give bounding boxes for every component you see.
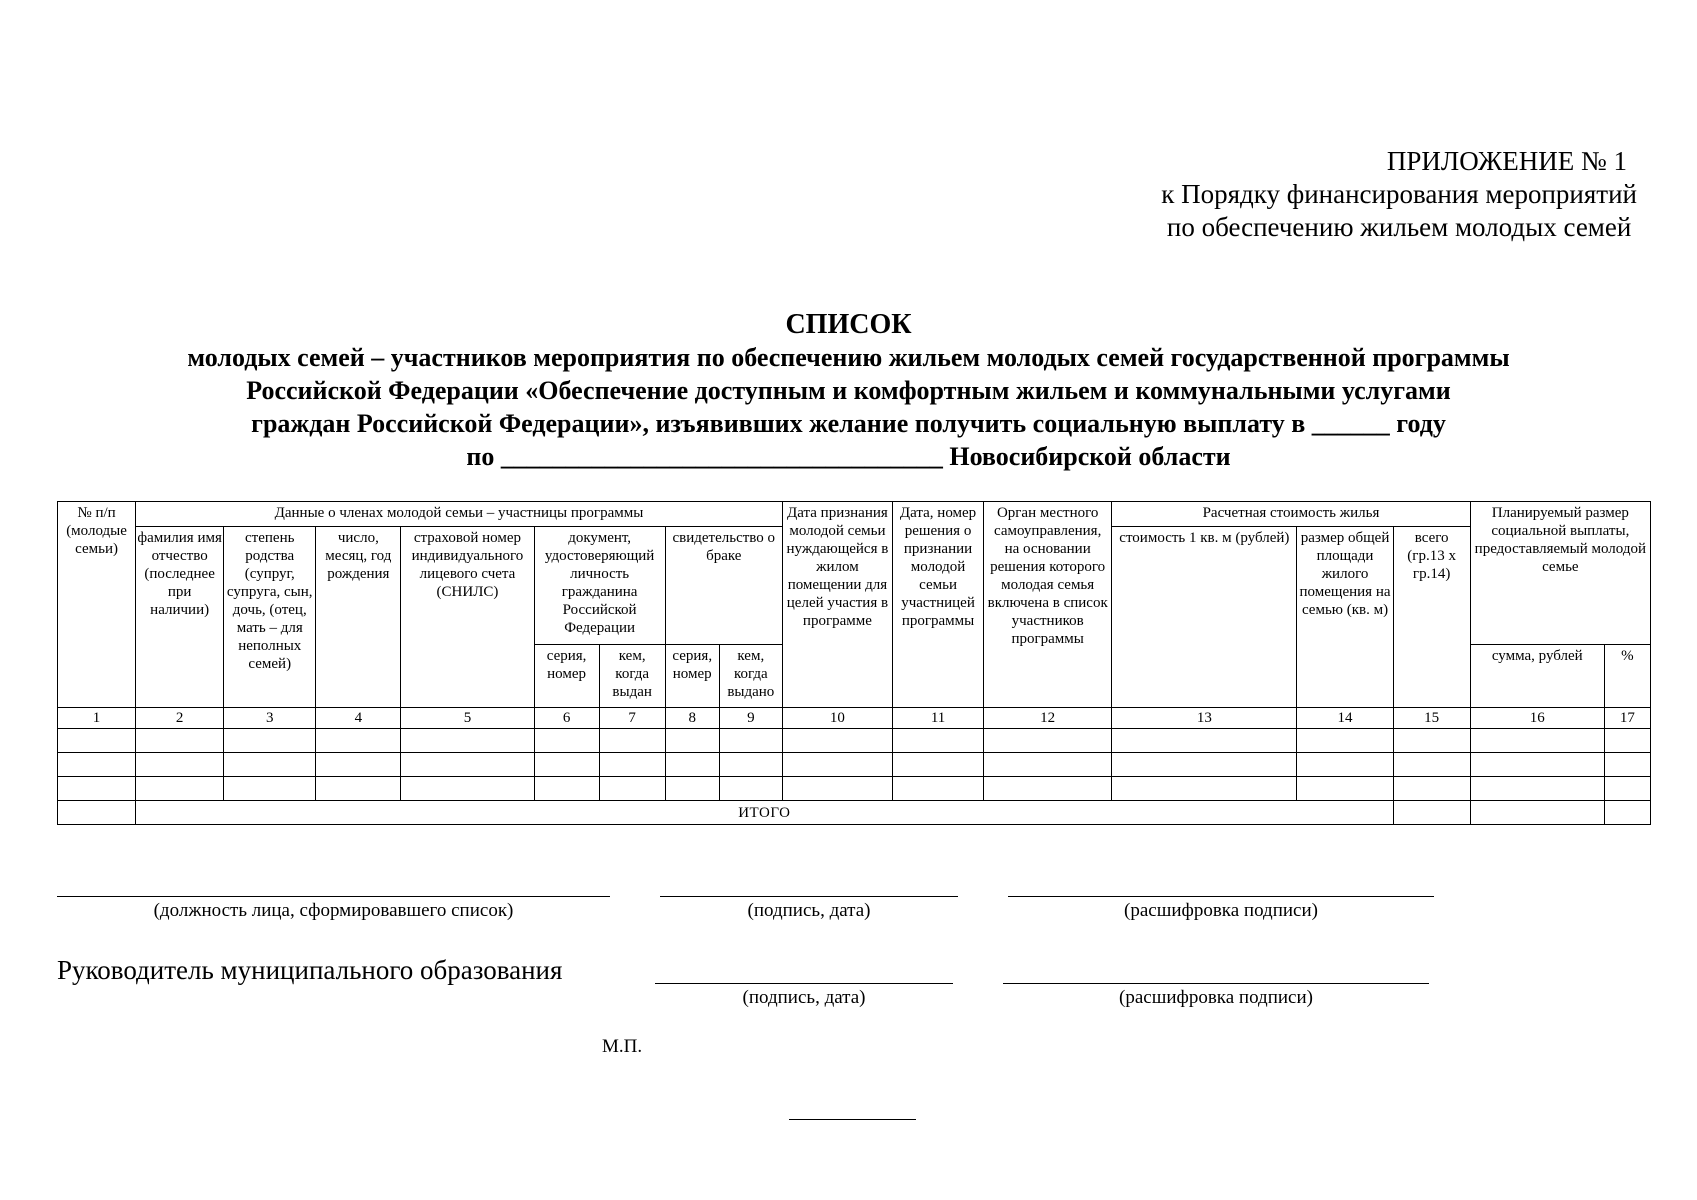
header-cost: Расчетная стоимость жилья xyxy=(1112,502,1470,527)
column-number: 14 xyxy=(1297,708,1393,729)
table-cell[interactable] xyxy=(1393,777,1470,801)
table-cell[interactable] xyxy=(316,777,401,801)
column-number: 11 xyxy=(892,708,983,729)
table-cell[interactable] xyxy=(892,729,983,753)
table-cell[interactable] xyxy=(1112,777,1297,801)
header-marriage-series: серия, номер xyxy=(665,645,719,708)
column-number: 1 xyxy=(58,708,136,729)
table-cell[interactable] xyxy=(892,777,983,801)
table-cell[interactable] xyxy=(719,777,782,801)
decoding-caption: (расшифровка подписи) xyxy=(1124,900,1318,921)
table-cell[interactable] xyxy=(782,753,892,777)
header-birth: число, месяц, год рождения xyxy=(316,527,401,708)
appendix-line-2: по обеспечению жильем молодых семей xyxy=(1166,212,1632,242)
table-cell[interactable] xyxy=(599,729,665,753)
table-cell[interactable] xyxy=(1112,753,1297,777)
header-date-decision: Дата, номер решения о признании молодой семьи участницей программы xyxy=(892,502,983,708)
table-cell[interactable] xyxy=(534,729,599,753)
table-cell[interactable] xyxy=(534,753,599,777)
table-cell[interactable] xyxy=(1604,777,1650,801)
date-line[interactable] xyxy=(789,1119,916,1120)
table-cell[interactable] xyxy=(58,777,136,801)
table-cell[interactable] xyxy=(1393,729,1470,753)
total-value-cell[interactable] xyxy=(1604,801,1650,825)
table-cell[interactable] xyxy=(224,729,316,753)
head-decoding-caption: (расшифровка подписи) xyxy=(1119,987,1313,1008)
header-percent: % xyxy=(1604,645,1650,708)
appendix-block xyxy=(1161,145,1637,244)
column-number: 8 xyxy=(665,708,719,729)
table-cell[interactable] xyxy=(892,753,983,777)
table-cell[interactable] xyxy=(401,753,534,777)
table-cell[interactable] xyxy=(1297,729,1393,753)
column-numbers-row xyxy=(58,708,1651,729)
header-total: всего (гр.13 х гр.14) xyxy=(1393,527,1470,708)
column-number: 9 xyxy=(719,708,782,729)
signature-date-line[interactable] xyxy=(660,896,958,897)
header-relation: степень родства (супруг, супруга, сын, дочь, (отец, мать – для неполных семей) xyxy=(224,527,316,708)
column-number: 3 xyxy=(224,708,316,729)
header-doc-issued: кем, когда выдан xyxy=(599,645,665,708)
total-value-cell[interactable] xyxy=(1470,801,1604,825)
heading-line-1: молодых семей – участников мероприятия по обеспечению жильем молодых семей государственной программы xyxy=(187,343,1510,372)
table-cell[interactable] xyxy=(984,777,1112,801)
heading-line-2: Российской Федерации «Обеспечение доступным и комфортным жильем и коммунальными услугами xyxy=(246,376,1451,405)
header-cost-sqm: стоимость 1 кв. м (рублей) xyxy=(1112,527,1297,708)
head-signature-line[interactable] xyxy=(655,983,953,984)
table-cell[interactable] xyxy=(1470,777,1604,801)
table-cell[interactable] xyxy=(665,777,719,801)
appendix-title: ПРИЛОЖЕНИЕ № 1 xyxy=(1386,146,1627,176)
table-cell[interactable] xyxy=(1604,729,1650,753)
table-cell[interactable] xyxy=(984,729,1112,753)
head-label: Руководитель муниципального образования xyxy=(57,955,563,985)
header-fio: фамилия имя отчество (последнее при наличии) xyxy=(136,527,224,708)
families-table xyxy=(57,501,1651,825)
total-row xyxy=(58,801,1651,825)
column-number: 7 xyxy=(599,708,665,729)
appendix-line-1: к Порядку финансирования мероприятий xyxy=(1161,179,1637,209)
document-heading xyxy=(0,308,1697,473)
table-cell[interactable] xyxy=(136,777,224,801)
table-cell[interactable] xyxy=(58,801,136,825)
header-area: размер общей площади жилого помещения на семью (кв. м) xyxy=(1297,527,1393,708)
table-cell[interactable] xyxy=(1604,753,1650,777)
signature-date-caption: (подпись, дата) xyxy=(747,900,871,921)
table-cell[interactable] xyxy=(782,777,892,801)
column-number: 12 xyxy=(984,708,1112,729)
header-marriage-issued: кем, когда выдано xyxy=(719,645,782,708)
header-id-document: документ, удостоверяющий личность гражданина Российской Федерации xyxy=(534,527,665,645)
table-cell[interactable] xyxy=(58,729,136,753)
header-marriage: свидетельство о браке xyxy=(665,527,782,645)
header-date-recognition: Дата признания молодой семьи нуждающейся в жилом помещении для целей участия в программе xyxy=(782,502,892,708)
column-number: 15 xyxy=(1393,708,1470,729)
total-value-cell[interactable] xyxy=(1393,801,1470,825)
table-row xyxy=(58,777,1651,801)
table-row xyxy=(58,729,1651,753)
table-cell[interactable] xyxy=(224,753,316,777)
decoding-line[interactable] xyxy=(1008,896,1434,897)
header-authority: Орган местного самоуправления, на основании решения которого молодая семья включена в список участников программы xyxy=(984,502,1112,708)
table-cell[interactable] xyxy=(1470,753,1604,777)
head-decoding-line[interactable] xyxy=(1003,983,1429,984)
position-caption: (должность лица, сформировавшего список) xyxy=(153,900,514,921)
table-cell[interactable] xyxy=(58,753,136,777)
column-number: 16 xyxy=(1470,708,1604,729)
column-number: 10 xyxy=(782,708,892,729)
table-cell[interactable] xyxy=(1297,777,1393,801)
table-cell[interactable] xyxy=(719,729,782,753)
table-cell[interactable] xyxy=(316,729,401,753)
table-cell[interactable] xyxy=(665,753,719,777)
column-number: 2 xyxy=(136,708,224,729)
table-cell[interactable] xyxy=(1470,729,1604,753)
header-snils: страховой номер индивидуального лицевого счета (СНИЛС) xyxy=(401,527,534,708)
table-cell[interactable] xyxy=(719,753,782,777)
heading-line-4: по __________________________________ Новосибирской области xyxy=(466,442,1231,471)
table-cell[interactable] xyxy=(136,753,224,777)
table-cell[interactable] xyxy=(224,777,316,801)
table-cell[interactable] xyxy=(665,729,719,753)
table-cell[interactable] xyxy=(599,753,665,777)
head-signature-caption: (подпись, дата) xyxy=(742,987,866,1008)
table-cell[interactable] xyxy=(316,753,401,777)
table-cell[interactable] xyxy=(401,777,534,801)
document-title: СПИСОК xyxy=(785,309,912,340)
column-number: 13 xyxy=(1112,708,1297,729)
table-cell[interactable] xyxy=(136,729,224,753)
table-row xyxy=(58,753,1651,777)
column-number: 17 xyxy=(1604,708,1650,729)
header-doc-series: серия, номер xyxy=(534,645,599,708)
header-planned: Планируемый размер социальной выплаты, предоставляемый молодой семье xyxy=(1470,502,1650,645)
header-num: № п/п (молодые семьи) xyxy=(58,502,136,708)
table-cell[interactable] xyxy=(401,729,534,753)
column-number: 6 xyxy=(534,708,599,729)
table-cell[interactable] xyxy=(1393,753,1470,777)
column-number: 4 xyxy=(316,708,401,729)
table-cell[interactable] xyxy=(599,777,665,801)
table-cell[interactable] xyxy=(984,753,1112,777)
header-sum: сумма, рублей xyxy=(1470,645,1604,708)
header-members: Данные о членах молодой семьи – участницы программы xyxy=(136,502,783,527)
stamp-label: М.П. xyxy=(602,1036,643,1057)
table-cell[interactable] xyxy=(1112,729,1297,753)
table-cell[interactable] xyxy=(1297,753,1393,777)
position-line[interactable] xyxy=(57,896,610,897)
heading-line-3: граждан Российской Федерации», изъявивших желание получить социальную выплату в ______ году xyxy=(251,409,1446,438)
column-number: 5 xyxy=(401,708,534,729)
table-cell[interactable] xyxy=(782,729,892,753)
table-cell[interactable] xyxy=(534,777,599,801)
total-label: ИТОГО xyxy=(136,801,1393,825)
